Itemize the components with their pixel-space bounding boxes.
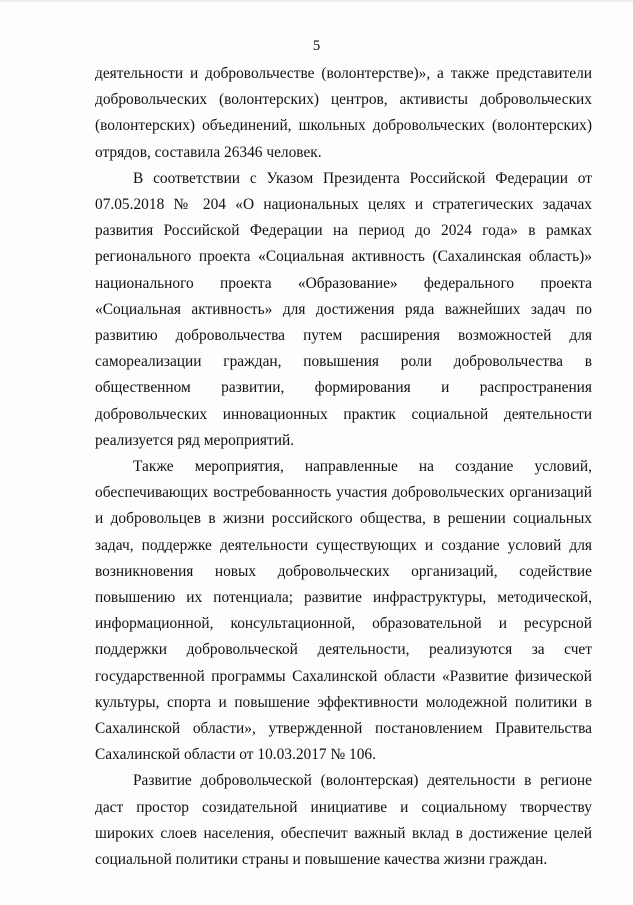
- scan-edge: [0, 0, 633, 3]
- page-number: 5: [312, 38, 321, 54]
- paragraph-measures: Также мероприятия, направленные на создание условий, обеспечивающих востребованность участия добровольческих организаций и добровольцев в жизни российского общества, в решении социальных задач, поддержке деятельности существующих и создание условий для возникновения новых добровольческих организаций, содействие повышению их потенциала; развитие инфраструктуры, методической, информационной, консультационной, образовательной и ресурсной поддержки добровольческой деятельности, реализуются за счет государственной программы Сахалинской области «Развитие физической культуры, спорта и повышение эффективности молодежной политики в Сахалинской области», утвержденной постановлением Правительства Сахалинской области от 10.03.2017 № 106.: [95, 458, 592, 764]
- paragraph-decree: В соответствии с Указом Президента Российской Федерации от 07.05.2018 № 204 «О национальных целях и стратегических задачах развития Российской Федерации на период до 2024 года» в рамках регионального проекта «Социальная активность (Сахалинская область)» национального проекта «Образование» федерального проекта «Социальная активность» для достижения ряда важнейших задач по развитию добровольчества путем расширения возможностей для самореализации граждан, повышения роли добровольчества в общественном развитии, формирования и распространения добровольческих инновационных практик социальной деятельности реализуется ряд мероприятий.: [95, 169, 592, 449]
- document-body: [95, 61, 592, 873]
- paragraph-development: Развитие добровольческой (волонтерская) деятельности в регионе даст простор созидательной инициативе и социальному творчеству широких слоев населения, обеспечит важный вклад в достижение целей социальной политики страны и повышение качества жизни граждан.: [95, 772, 592, 869]
- paragraph-continuation: деятельности и добровольчестве (волонтерстве)», а также представители добровольческих (волонтерских) центров, активисты добровольческих (волонтерских) объединений, школьных добровольческих (волонтерских) отрядов, составила 26346 человек.: [95, 65, 592, 161]
